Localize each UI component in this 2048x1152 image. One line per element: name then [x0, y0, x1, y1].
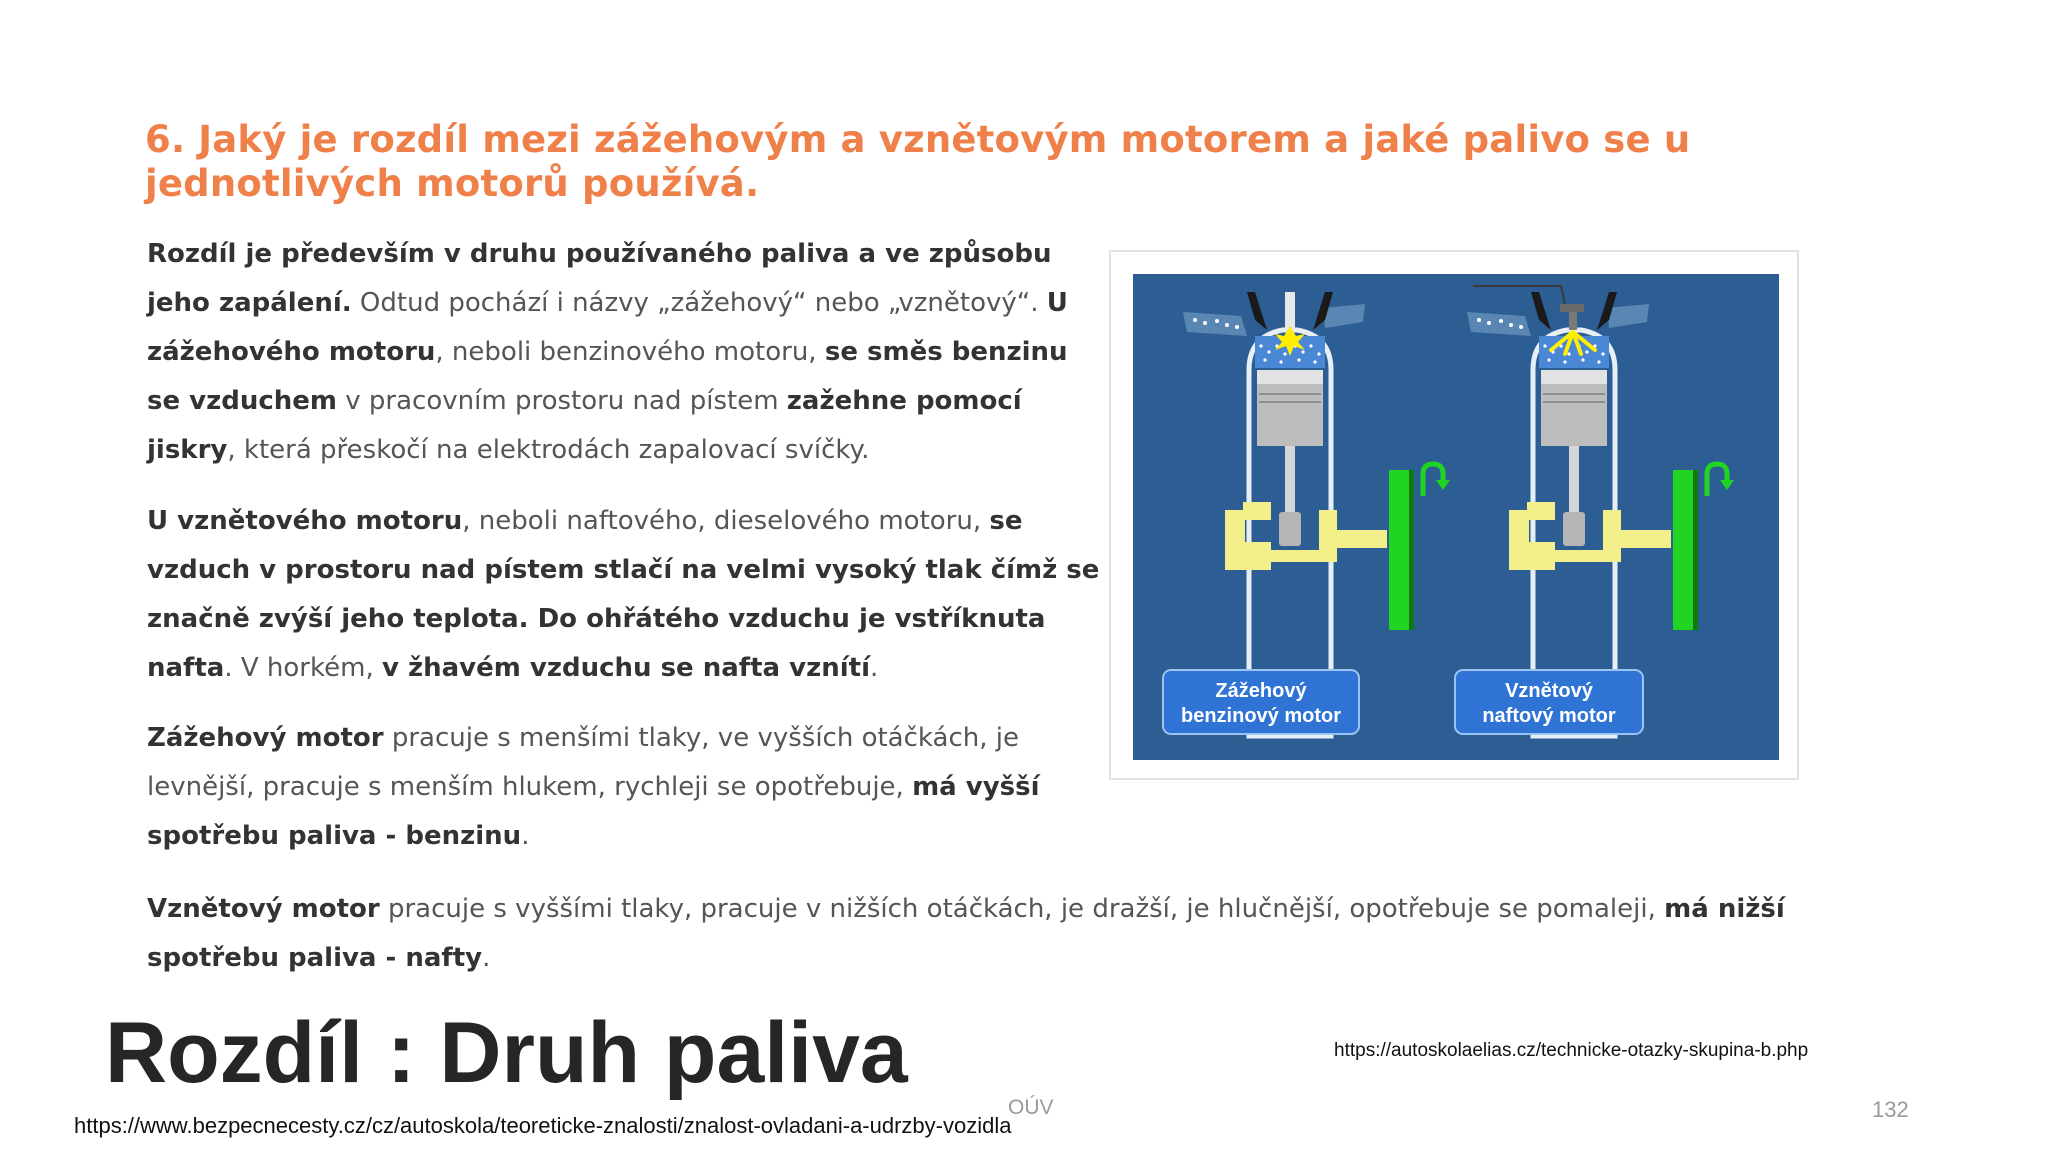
- piston-top: [1257, 370, 1323, 384]
- label-line-1: Vznětový: [1505, 680, 1593, 702]
- piston-top: [1541, 370, 1607, 384]
- label-line-2: naftový motor: [1482, 705, 1616, 727]
- text-bold: má nižší spotřebu paliva - nafty: [147, 894, 1785, 973]
- flywheel: [1389, 470, 1411, 630]
- text-regular: Odtud pochází i názvy „zážehový“ nebo „vznětový“.: [351, 288, 1047, 318]
- text-regular: v pracovním prostoru nad pístem: [337, 386, 787, 416]
- text-regular: .: [482, 943, 491, 973]
- flywheel-edge: [1693, 470, 1698, 630]
- question-heading: 6. Jaký je rozdíl mezi zážehovým a vznětovým motorem a jaké palivo se u jednotlivých motorů používá.: [145, 118, 1691, 205]
- text-regular: , která přeskočí na elektrodách zapalovací svíčky.: [227, 435, 870, 465]
- slide-number: 132: [1872, 1097, 1909, 1122]
- text-bold: Rozdíl je především v druhu používaného paliva a ve způsobu jeho zapálení.: [147, 239, 1052, 318]
- footer-label: OÚV: [1008, 1096, 1054, 1119]
- injector-head-icon: [1560, 304, 1584, 312]
- source-link-bezpecnecesty[interactable]: https://www.bezpecnecesty.cz/cz/autoskola/teoreticke-znalosti/znalost-ovladani-a-udrzby-vozidla: [74, 1113, 1012, 1138]
- crank-pin: [1563, 512, 1585, 546]
- flywheel: [1673, 470, 1695, 630]
- text-regular: .: [521, 821, 530, 851]
- petrol-engine-label: [1163, 670, 1359, 734]
- paragraph-difference: [147, 230, 1077, 475]
- paragraph-diesel-engine: [147, 497, 1102, 693]
- label-line-1: Zážehový: [1215, 680, 1307, 702]
- injector-icon: [1569, 312, 1577, 330]
- crank-pin: [1279, 512, 1301, 546]
- text-bold: U zážehového motoru: [147, 288, 1068, 367]
- flywheel-edge: [1409, 470, 1414, 630]
- engine-comparison-diagram: [1133, 274, 1779, 760]
- label-line-2: benzinový motor: [1180, 705, 1342, 727]
- diesel-engine-label: [1455, 670, 1643, 734]
- text-bold: Zážehový motor: [147, 723, 384, 753]
- connecting-rod: [1285, 446, 1295, 516]
- text-regular: . V horkém,: [224, 653, 382, 683]
- paragraph-diesel-properties: [147, 885, 1807, 983]
- text-bold: se vzduch v prostoru nad pístem stlačí na velmi vysoký tlak čímž se značně zvýší jeho teplota. Do ohřátého vzduchu je vstříknuta nafta: [147, 506, 1100, 683]
- text-regular: pracuje s vyššími tlaky, pracuje v nižších otáčkách, je dražší, je hlučnější, opotřebuje se pomaleji,: [379, 894, 1665, 924]
- text-bold: v žhavém vzduchu se nafta vznítí: [381, 653, 870, 683]
- text-regular: pracuje s menšími tlaky, ve vyšších otáčkách, je levnější, pracuje s menším hlukem, rychleji se opotřebuje,: [147, 723, 1019, 802]
- text-bold: se směs benzinu se vzduchem: [147, 337, 1068, 416]
- text-bold: zažehne pomocí jiskry: [147, 386, 1022, 465]
- paragraph-petrol-properties: [147, 714, 1077, 861]
- text-regular: .: [869, 653, 879, 683]
- source-link-autoskolaelias[interactable]: https://autoskolaelias.cz/technicke-otazky-skupina-b.php: [1334, 1040, 1809, 1061]
- engine-figure-frame: [1109, 250, 1799, 780]
- connecting-rod: [1569, 446, 1579, 516]
- text-regular: , neboli benzinového motoru,: [435, 337, 825, 367]
- text-bold: má vyšší spotřebu paliva - benzinu: [147, 772, 1040, 851]
- text-bold: Vznětový motor: [147, 894, 380, 924]
- text-bold: U vznětového motoru: [147, 506, 463, 536]
- text-regular: , neboli naftového, dieselového motoru,: [462, 506, 990, 536]
- slide-headline: Rozdíl : Druh paliva: [105, 1005, 908, 1101]
